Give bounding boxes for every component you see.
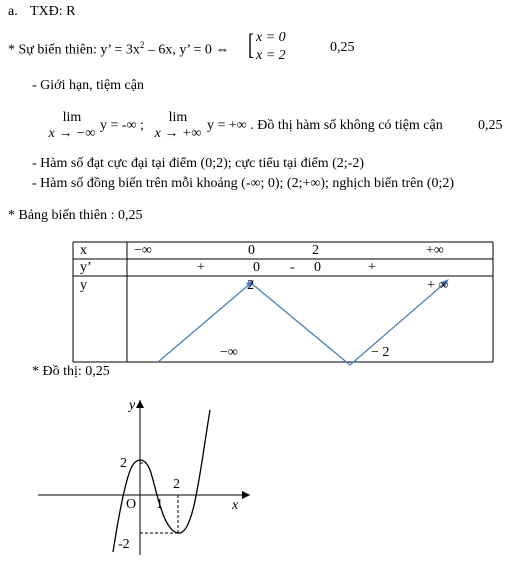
x-value-2: 2 [312,243,319,258]
y-value-max: 2 [247,278,254,293]
domain-text: TXĐ: R [30,4,76,19]
limit-value-1: y = -∞ ; [100,118,144,133]
tick-2-y-label: 2 [120,456,127,471]
dy-sign-minus: - [290,260,295,275]
row-y-label: y [80,278,87,293]
limit-label: lim [168,110,188,125]
derivative-rest: – 6x, y’ = 0 ⇔ [144,42,230,58]
limits-heading: - Giới hạn, tiệm cận [32,78,144,93]
monotonic-line: - Hàm số đồng biến trên mỗi khoảng (-∞; 0); (2;+∞); nghịch biến trên (0;2) [32,176,455,191]
part-label: a. [8,4,18,19]
limits-score: 0,25 [478,118,503,133]
dy-zero-2: 0 [314,260,321,275]
derivative-exponent: 2 [139,40,145,50]
y-value-minus-inf: −∞ [220,345,238,360]
dy-zero-1: 0 [253,260,260,275]
derivative-score: 0,25 [330,40,355,55]
case-x2: x = 2 [256,48,286,63]
graph-heading: * Đồ thị: 0,25 [32,364,110,379]
y-axis-label: y [129,398,136,413]
dy-sign-plus-1: + [197,260,205,275]
x-value-0: 0 [248,243,255,258]
y-value-min: − 2 [371,345,390,360]
row-dy-label: y’ [80,260,92,275]
extrema-line: - Hàm số đạt cực đại tại điểm (0;2); cực tiểu tại điểm (2;-2) [32,156,365,171]
limit-sub: x → +∞ [154,126,202,141]
derivative-prefix: * Sự biến thiên: y’ = 3x [8,42,140,58]
limit-value-2: y = +∞ . Đồ thị hàm số không có tiệm cận [207,118,443,133]
x-axis-label: x [232,498,239,513]
x-value-plus-inf: +∞ [426,243,444,258]
dy-sign-plus-2: + [368,260,376,275]
cubic-curve [113,410,210,552]
x-value-minus-inf: −∞ [134,243,152,258]
case-x0: x = 0 [256,30,286,45]
tick-2-x-label: 2 [173,477,180,492]
table-heading: * Bảng biến thiên : 0,25 [8,208,143,223]
row-x-label: x [80,243,87,258]
tick-1-label: 1 [156,497,163,512]
case-brace: [ [248,28,254,61]
y-value-plus-inf: + ∞ [427,278,449,293]
limit-label: lim [62,110,82,125]
tick-minus-2-label: -2 [118,537,130,552]
origin-label: O [126,497,137,512]
limit-sub: x → −∞ [48,126,96,141]
